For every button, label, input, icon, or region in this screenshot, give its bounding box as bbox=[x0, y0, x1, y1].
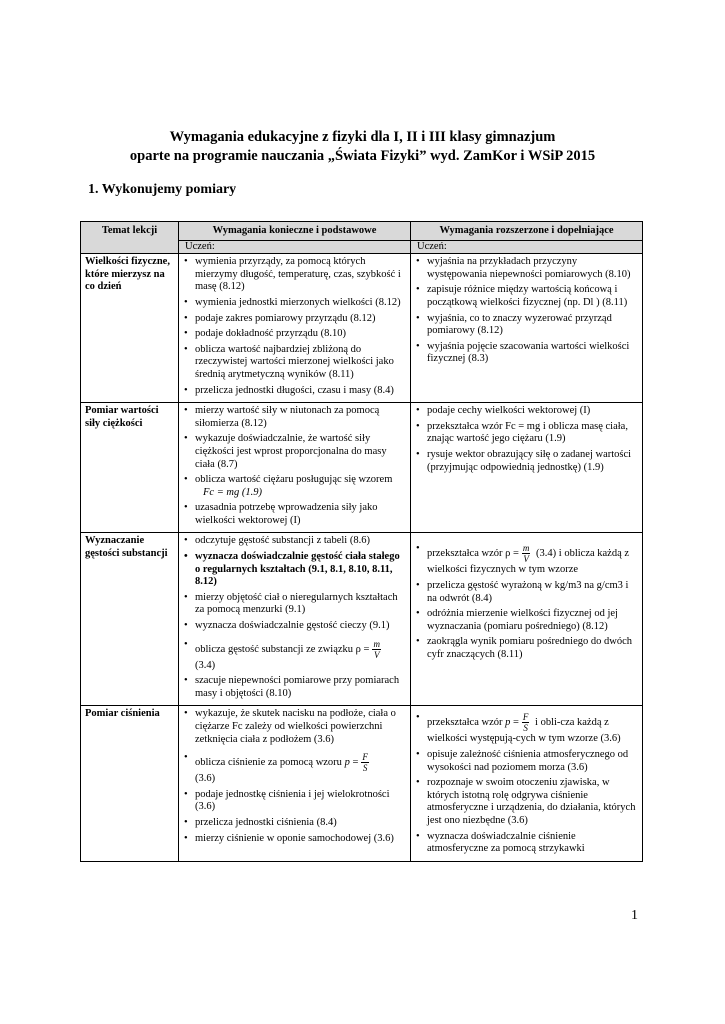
list-item: • przekształca wzór Fc = mg i oblicza masę ciała, znając wartość jego ciężaru (1.9) bbox=[415, 421, 638, 446]
list-item-text: przekształca wzór bbox=[427, 717, 503, 729]
title-line-1: Wymagania edukacyjne z fizyki dla I, II i III klasy gimnazjum bbox=[169, 129, 556, 145]
list-item: • wykazuje, że skutek nacisku na podłoże, ciała o ciężarze Fc zależy od wielkości powierzchni zetknięcia ciała z podłożem (3.6) bbox=[183, 708, 406, 746]
page-number: 1 bbox=[631, 908, 638, 923]
table-row bbox=[81, 533, 643, 706]
list-item: • wyjaśnia pojęcie szacowania wartości wielkości fizycznej (8.3) bbox=[415, 341, 638, 366]
basic-cell bbox=[179, 533, 411, 706]
list-item: • mierzy ciśnienie w oponie samochodowej (3.6) bbox=[183, 833, 406, 846]
basic-cell bbox=[179, 706, 411, 861]
header-topic: Temat lekcji bbox=[81, 222, 179, 254]
list-item: • szacuje niepewności pomiarowe przy pomiarach masy i objętości (8.10) bbox=[183, 675, 406, 700]
list-item: • wyjaśnia na przykładach przyczyny występowania niepewności pomiarowych (8.10) bbox=[415, 256, 638, 281]
extended-cell bbox=[411, 403, 643, 533]
list-item bbox=[415, 712, 638, 746]
list-item: • odróżnia mierzenie wielkości fizycznej od jej wyznaczania (pomiaru pośredniego) (8.12) bbox=[415, 608, 638, 633]
requirements-table bbox=[80, 221, 643, 862]
list-item: • zaokrągla wynik pomiaru pośredniego do dwóch cyfr znaczących (8.11) bbox=[415, 636, 638, 661]
list-item: • mierzy wartość siły w niutonach za pomocą siłomierza (8.12) bbox=[183, 405, 406, 430]
list-item: • przelicza jednostki długości, czasu i masy (8.4) bbox=[183, 385, 406, 398]
list-item: • opisuje zależność ciśnienia atmosferycznego od wysokości nad poziomem morza (3.6) bbox=[415, 749, 638, 774]
title-line-2: oparte na programie nauczania „Świata Fizyki” wyd. ZamKor i WSiP 2015 bbox=[129, 148, 596, 164]
list-item: • mierzy objętość ciał o nieregularnych kształtach za pomocą menzurki (9.1) bbox=[183, 592, 406, 617]
list-item-tail: i obli-cza każdą z wielkości występują-cych w tym wzorze (3.6) bbox=[427, 717, 621, 745]
list-item: • podaje dokładność przyrządu (8.10) bbox=[183, 328, 406, 341]
formula-ref: (3.4) bbox=[195, 659, 216, 671]
document-title bbox=[0, 128, 725, 166]
list-item bbox=[183, 752, 406, 786]
list-item bbox=[183, 474, 406, 499]
pressure-formula: p = $\frac{F}{S}$ bbox=[344, 752, 368, 774]
list-item: • przelicza gęstość wyrażoną w kg/m3 na g/cm3 i na odwrót (8.4) bbox=[415, 580, 638, 605]
table-row bbox=[81, 254, 643, 403]
list-item bbox=[415, 543, 638, 577]
weight-formula: Fc = mg (1.9) bbox=[203, 486, 262, 498]
list-item: • wyznacza doświadczalnie gęstość cieczy (9.1) bbox=[183, 620, 406, 633]
list-item: • rysuje wektor obrazujący siłę o zadanej wartości (przyjmując odpowiednią jednostkę) (1.9) bbox=[415, 449, 638, 474]
row-topic: Wielkości fizyczne, które mierzysz na co dzień bbox=[81, 254, 179, 403]
basic-cell bbox=[179, 254, 411, 403]
pressure-formula: p = $\frac{F}{S}$ bbox=[505, 712, 529, 734]
subheader-extended: Uczeń: bbox=[411, 240, 643, 254]
list-item: • wymienia przyrządy, za pomocą których mierzymy długość, temperaturę, czas, szybkość i masę (8.12) bbox=[183, 256, 406, 294]
list-item: • podaje cechy wielkości wektorowej (I) bbox=[415, 405, 638, 418]
extended-cell bbox=[411, 254, 643, 403]
list-item-text: przekształca wzór bbox=[427, 548, 503, 560]
density-formula: ρ = $\frac{m}{V}$ bbox=[355, 638, 380, 660]
list-item: • odczytuje gęstość substancji z tabeli (8.6) bbox=[183, 535, 406, 548]
formula-ref: (3.6) bbox=[195, 773, 216, 785]
list-item: • uzasadnia potrzebę wprowadzenia siły jako wielkości wektorowej (I) bbox=[183, 502, 406, 527]
list-item: • oblicza wartość najbardziej zbliżoną do rzeczywistej wartości mierzonej wielkości jako średnią arytmetyczną wyników (8.11) bbox=[183, 344, 406, 382]
header-extended: Wymagania rozszerzone i dopełniające bbox=[411, 222, 643, 241]
section-heading: 1. Wykonujemy pomiary bbox=[88, 182, 237, 197]
header-basic: Wymagania konieczne i podstawowe bbox=[179, 222, 411, 241]
density-formula: ρ = $\frac{m}{V}$ bbox=[505, 543, 530, 565]
extended-cell bbox=[411, 706, 643, 861]
extended-cell bbox=[411, 533, 643, 706]
basic-cell bbox=[179, 403, 411, 533]
list-item: • wyjaśnia, co to znaczy wyzerować przyrząd pomiarowy (8.12) bbox=[415, 313, 638, 338]
subheader-basic: Uczeń: bbox=[179, 240, 411, 254]
list-item bbox=[183, 639, 406, 673]
list-item: • wymienia jednostki mierzonych wielkości (8.12) bbox=[183, 297, 406, 310]
table-row bbox=[81, 706, 643, 861]
list-item: • podaje jednostkę ciśnienia i jej wielokrotności (3.6) bbox=[183, 789, 406, 814]
list-item: • wyznacza doświadczalnie ciśnienie atmosferyczne za pomocą strzykawki bbox=[415, 831, 638, 856]
list-item: • zapisuje różnice między wartością końcową i początkową wielkości fizycznej (np. Dl ) (8.11) bbox=[415, 284, 638, 309]
row-topic: Pomiar wartości siły ciężkości bbox=[81, 403, 179, 533]
table-row bbox=[81, 403, 643, 533]
list-item: • przelicza jednostki ciśnienia (8.4) bbox=[183, 817, 406, 830]
row-topic: Pomiar ciśnienia bbox=[81, 706, 179, 861]
list-item-text: oblicza gęstość substancji ze związku bbox=[195, 643, 354, 655]
list-item-text: oblicza wartość ciężaru posługując się wzorem bbox=[195, 474, 393, 486]
header-row bbox=[81, 222, 643, 241]
list-item: • wykazuje doświadczalnie, że wartość siły ciężkości jest wprost proporcjonalna do masy ciała (8.7) bbox=[183, 433, 406, 471]
list-item: • wyznacza doświadczalnie gęstość ciała stałego o regularnych kształtach (9.1, 8.1, 8.10, 8.11, 8.12) bbox=[183, 551, 406, 589]
list-item: • podaje zakres pomiarowy przyrządu (8.12) bbox=[183, 313, 406, 326]
list-item-tail: (3.4) i oblicza każdą z wielkości fizycznych w tym wzorze bbox=[427, 548, 630, 576]
list-item-text: oblicza ciśnienie za pomocą wzoru bbox=[195, 757, 342, 769]
row-topic: Wyznaczanie gęstości substancji bbox=[81, 533, 179, 706]
list-item: • rozpoznaje w swoim otoczeniu zjawiska, w których istotną rolę odgrywa ciśnienie atmosferyczne i urządzenia, do działania, których jest ono niezbędne (3.6) bbox=[415, 777, 638, 827]
